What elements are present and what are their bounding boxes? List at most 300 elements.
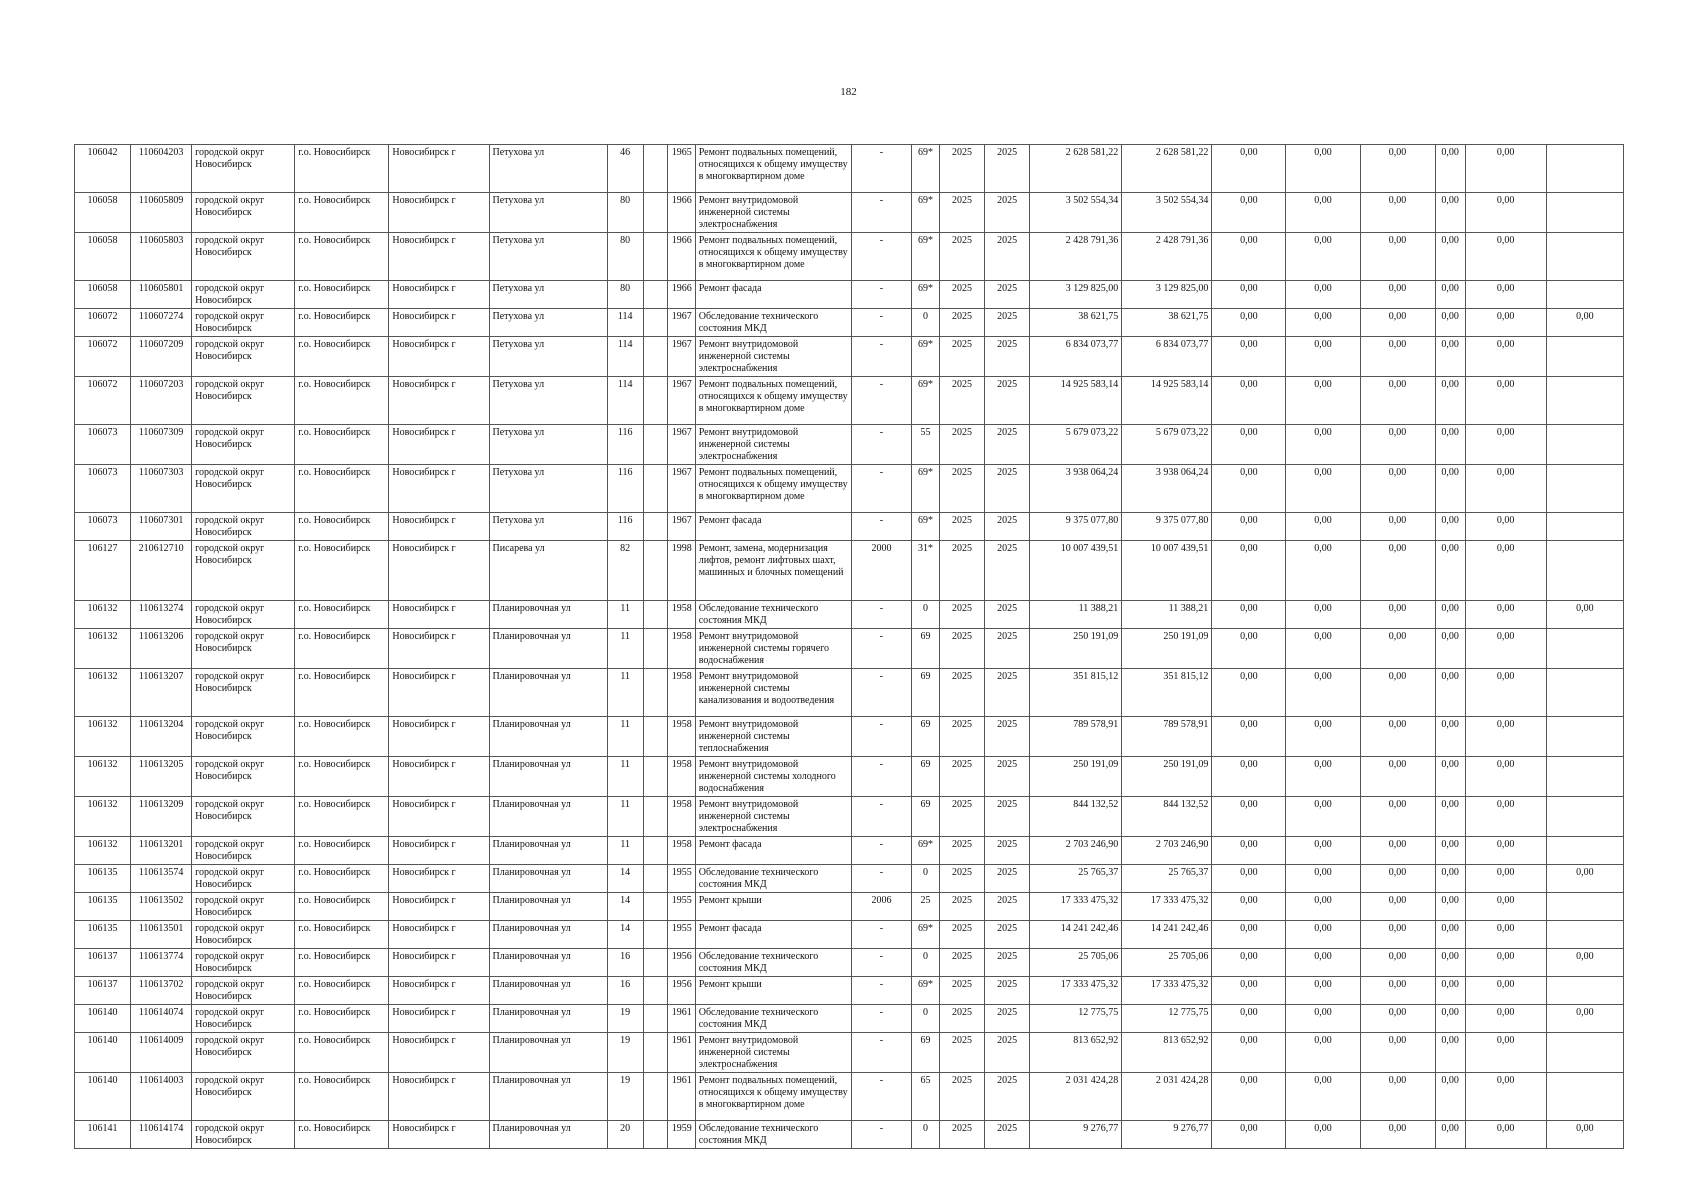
table-row: [75, 541, 1624, 601]
building-cell: [643, 797, 667, 837]
urban-district-cell: г.о. Новосибирск: [295, 145, 389, 193]
local-funds-cell: 0,00: [1360, 629, 1435, 669]
wear-percent-cell: 69: [911, 757, 939, 797]
total-cost-cell: 250 191,09: [1030, 757, 1122, 797]
federal-funds-cell: 0,00: [1212, 717, 1286, 757]
federal-funds-cell: 0,00: [1212, 541, 1286, 601]
total-cost-cell: 3 502 554,34: [1030, 193, 1122, 233]
wear-percent-cell: 0: [911, 1005, 939, 1033]
urban-district-cell: г.о. Новосибирск: [295, 513, 389, 541]
last-repair-year-cell: -: [851, 797, 911, 837]
municipality-cell: городской округ Новосибирск: [192, 1121, 295, 1149]
owner-funds-cell: 0,00: [1435, 513, 1465, 541]
total-cost-cell: 6 834 073,77: [1030, 337, 1122, 377]
last-repair-year-cell: -: [851, 865, 911, 893]
other-funds-cell: 0,00: [1465, 337, 1546, 377]
plan-year-end-cell: 2025: [985, 977, 1030, 1005]
survey-funds-cell: 0,00: [1546, 949, 1623, 977]
local-funds-cell: 0,00: [1360, 757, 1435, 797]
table-row: [75, 757, 1624, 797]
fund-cost-cell: 2 031 424,28: [1122, 1073, 1212, 1121]
federal-funds-cell: 0,00: [1212, 629, 1286, 669]
street-cell: Петухова ул: [489, 337, 607, 377]
owner-funds-cell: 0,00: [1435, 893, 1465, 921]
total-cost-cell: 25 765,37: [1030, 865, 1122, 893]
house-number-cell: 116: [607, 513, 643, 541]
building-cell: [643, 337, 667, 377]
wear-percent-cell: 0: [911, 949, 939, 977]
municipality-cell: городской округ Новосибирск: [192, 977, 295, 1005]
settlement-cell: Новосибирск г: [389, 377, 489, 425]
house-id-cell: 106132: [75, 797, 131, 837]
settlement-cell: Новосибирск г: [389, 757, 489, 797]
last-repair-year-cell: -: [851, 949, 911, 977]
local-funds-cell: 0,00: [1360, 1073, 1435, 1121]
survey-funds-cell: [1546, 233, 1623, 281]
survey-funds-cell: [1546, 513, 1623, 541]
regional-funds-cell: 0,00: [1286, 921, 1360, 949]
regional-funds-cell: 0,00: [1286, 193, 1360, 233]
building-cell: [643, 233, 667, 281]
house-number-cell: 14: [607, 921, 643, 949]
municipality-cell: городской округ Новосибирск: [192, 377, 295, 425]
last-repair-year-cell: -: [851, 465, 911, 513]
house-id-cell: 106140: [75, 1073, 131, 1121]
urban-district-cell: г.о. Новосибирск: [295, 1005, 389, 1033]
house-id-cell: 106137: [75, 949, 131, 977]
federal-funds-cell: 0,00: [1212, 757, 1286, 797]
federal-funds-cell: 0,00: [1212, 281, 1286, 309]
fund-cost-cell: 3 502 554,34: [1122, 193, 1212, 233]
other-funds-cell: 0,00: [1465, 541, 1546, 601]
local-funds-cell: 0,00: [1360, 337, 1435, 377]
house-id-cell: 106132: [75, 837, 131, 865]
municipality-cell: городской округ Новосибирск: [192, 717, 295, 757]
fund-cost-cell: 17 333 475,32: [1122, 977, 1212, 1005]
settlement-cell: Новосибирск г: [389, 921, 489, 949]
plan-year-end-cell: 2025: [985, 541, 1030, 601]
local-funds-cell: 0,00: [1360, 717, 1435, 757]
house-id-cell: 106141: [75, 1121, 131, 1149]
house-id-cell: 106140: [75, 1005, 131, 1033]
table-row: [75, 281, 1624, 309]
other-funds-cell: 0,00: [1465, 893, 1546, 921]
last-repair-year-cell: -: [851, 233, 911, 281]
wear-percent-cell: 0: [911, 1121, 939, 1149]
year-built-cell: 1956: [667, 977, 695, 1005]
year-built-cell: 1967: [667, 337, 695, 377]
plan-year-end-cell: 2025: [985, 865, 1030, 893]
wear-percent-cell: 69*: [911, 837, 939, 865]
fund-cost-cell: 844 132,52: [1122, 797, 1212, 837]
wear-percent-cell: 69*: [911, 465, 939, 513]
last-repair-year-cell: -: [851, 513, 911, 541]
municipality-cell: городской округ Новосибирск: [192, 893, 295, 921]
house-id-cell: 106132: [75, 757, 131, 797]
owner-funds-cell: 0,00: [1435, 865, 1465, 893]
regional-funds-cell: 0,00: [1286, 1033, 1360, 1073]
house-number-cell: 20: [607, 1121, 643, 1149]
local-funds-cell: 0,00: [1360, 977, 1435, 1005]
total-cost-cell: 38 621,75: [1030, 309, 1122, 337]
municipality-cell: городской округ Новосибирск: [192, 193, 295, 233]
local-funds-cell: 0,00: [1360, 377, 1435, 425]
plan-year-end-cell: 2025: [985, 1121, 1030, 1149]
regional-funds-cell: 0,00: [1286, 513, 1360, 541]
settlement-cell: Новосибирск г: [389, 949, 489, 977]
settlement-cell: Новосибирск г: [389, 425, 489, 465]
building-cell: [643, 193, 667, 233]
house-id-cell: 106137: [75, 977, 131, 1005]
other-funds-cell: 0,00: [1465, 233, 1546, 281]
plan-year-start-cell: 2025: [940, 1121, 985, 1149]
wear-percent-cell: 69: [911, 629, 939, 669]
survey-funds-cell: [1546, 1073, 1623, 1121]
plan-year-end-cell: 2025: [985, 465, 1030, 513]
regional-funds-cell: 0,00: [1286, 669, 1360, 717]
last-repair-year-cell: -: [851, 1033, 911, 1073]
federal-funds-cell: 0,00: [1212, 977, 1286, 1005]
building-cell: [643, 513, 667, 541]
survey-funds-cell: 0,00: [1546, 601, 1623, 629]
wear-percent-cell: 69*: [911, 233, 939, 281]
federal-funds-cell: 0,00: [1212, 1073, 1286, 1121]
work-type-cell: Ремонт внутридомовой инженерной системы канализования и водоотведения: [695, 669, 851, 717]
fund-cost-cell: 2 628 581,22: [1122, 145, 1212, 193]
municipality-cell: городской округ Новосибирск: [192, 541, 295, 601]
building-cell: [643, 309, 667, 337]
fund-cost-cell: 9 276,77: [1122, 1121, 1212, 1149]
other-funds-cell: 0,00: [1465, 465, 1546, 513]
street-cell: Планировочная ул: [489, 1005, 607, 1033]
owner-funds-cell: 0,00: [1435, 1033, 1465, 1073]
plan-year-end-cell: 2025: [985, 377, 1030, 425]
owner-funds-cell: 0,00: [1435, 1121, 1465, 1149]
other-funds-cell: 0,00: [1465, 921, 1546, 949]
regional-funds-cell: 0,00: [1286, 717, 1360, 757]
urban-district-cell: г.о. Новосибирск: [295, 977, 389, 1005]
plan-year-start-cell: 2025: [940, 1073, 985, 1121]
municipality-cell: городской округ Новосибирск: [192, 865, 295, 893]
work-id-cell: 110605809: [131, 193, 192, 233]
settlement-cell: Новосибирск г: [389, 1121, 489, 1149]
street-cell: Планировочная ул: [489, 629, 607, 669]
table-body: [75, 145, 1624, 1149]
house-number-cell: 11: [607, 837, 643, 865]
settlement-cell: Новосибирск г: [389, 513, 489, 541]
urban-district-cell: г.о. Новосибирск: [295, 837, 389, 865]
owner-funds-cell: 0,00: [1435, 837, 1465, 865]
work-type-cell: Ремонт внутридомовой инженерной системы горячего водоснабжения: [695, 629, 851, 669]
urban-district-cell: г.о. Новосибирск: [295, 1073, 389, 1121]
house-id-cell: 106140: [75, 1033, 131, 1073]
fund-cost-cell: 17 333 475,32: [1122, 893, 1212, 921]
street-cell: Петухова ул: [489, 281, 607, 309]
house-number-cell: 114: [607, 337, 643, 377]
house-number-cell: 11: [607, 717, 643, 757]
last-repair-year-cell: -: [851, 309, 911, 337]
regional-funds-cell: 0,00: [1286, 541, 1360, 601]
year-built-cell: 1967: [667, 309, 695, 337]
fund-cost-cell: 12 775,75: [1122, 1005, 1212, 1033]
fund-cost-cell: 10 007 439,51: [1122, 541, 1212, 601]
work-type-cell: Ремонт фасада: [695, 921, 851, 949]
wear-percent-cell: 69: [911, 797, 939, 837]
last-repair-year-cell: -: [851, 337, 911, 377]
survey-funds-cell: [1546, 281, 1623, 309]
other-funds-cell: 0,00: [1465, 1121, 1546, 1149]
table-row: [75, 145, 1624, 193]
building-cell: [643, 377, 667, 425]
urban-district-cell: г.о. Новосибирск: [295, 425, 389, 465]
settlement-cell: Новосибирск г: [389, 1005, 489, 1033]
work-id-cell: 110613574: [131, 865, 192, 893]
federal-funds-cell: 0,00: [1212, 1005, 1286, 1033]
total-cost-cell: 3 938 064,24: [1030, 465, 1122, 513]
fund-cost-cell: 38 621,75: [1122, 309, 1212, 337]
urban-district-cell: г.о. Новосибирск: [295, 377, 389, 425]
municipality-cell: городской округ Новосибирск: [192, 513, 295, 541]
urban-district-cell: г.о. Новосибирск: [295, 865, 389, 893]
work-type-cell: Ремонт подвальных помещений, относящихся к общему имуществу в многоквартирном доме: [695, 1073, 851, 1121]
settlement-cell: Новосибирск г: [389, 309, 489, 337]
municipality-cell: городской округ Новосибирск: [192, 309, 295, 337]
settlement-cell: Новосибирск г: [389, 977, 489, 1005]
wear-percent-cell: 25: [911, 893, 939, 921]
plan-year-end-cell: 2025: [985, 949, 1030, 977]
other-funds-cell: 0,00: [1465, 797, 1546, 837]
urban-district-cell: г.о. Новосибирск: [295, 281, 389, 309]
work-id-cell: 110605801: [131, 281, 192, 309]
owner-funds-cell: 0,00: [1435, 377, 1465, 425]
plan-year-start-cell: 2025: [940, 893, 985, 921]
plan-year-end-cell: 2025: [985, 1005, 1030, 1033]
table-row: [75, 601, 1624, 629]
street-cell: Петухова ул: [489, 513, 607, 541]
survey-funds-cell: [1546, 837, 1623, 865]
survey-funds-cell: [1546, 797, 1623, 837]
street-cell: Планировочная ул: [489, 921, 607, 949]
survey-funds-cell: [1546, 145, 1623, 193]
owner-funds-cell: 0,00: [1435, 949, 1465, 977]
local-funds-cell: 0,00: [1360, 893, 1435, 921]
street-cell: Петухова ул: [489, 233, 607, 281]
year-built-cell: 1958: [667, 601, 695, 629]
municipality-cell: городской округ Новосибирск: [192, 337, 295, 377]
house-number-cell: 80: [607, 281, 643, 309]
house-number-cell: 11: [607, 629, 643, 669]
total-cost-cell: 25 705,06: [1030, 949, 1122, 977]
house-number-cell: 19: [607, 1005, 643, 1033]
work-id-cell: 110613502: [131, 893, 192, 921]
street-cell: Планировочная ул: [489, 1121, 607, 1149]
survey-funds-cell: [1546, 893, 1623, 921]
federal-funds-cell: 0,00: [1212, 1033, 1286, 1073]
wear-percent-cell: 69*: [911, 281, 939, 309]
building-cell: [643, 949, 667, 977]
plan-year-start-cell: 2025: [940, 1005, 985, 1033]
street-cell: Планировочная ул: [489, 601, 607, 629]
municipality-cell: городской округ Новосибирск: [192, 425, 295, 465]
total-cost-cell: 9 276,77: [1030, 1121, 1122, 1149]
work-id-cell: 210612710: [131, 541, 192, 601]
owner-funds-cell: 0,00: [1435, 233, 1465, 281]
fund-cost-cell: 14 241 242,46: [1122, 921, 1212, 949]
house-number-cell: 80: [607, 233, 643, 281]
year-built-cell: 1958: [667, 629, 695, 669]
year-built-cell: 1998: [667, 541, 695, 601]
repair-program-table: [74, 144, 1624, 1149]
owner-funds-cell: 0,00: [1435, 541, 1465, 601]
total-cost-cell: 813 652,92: [1030, 1033, 1122, 1073]
work-type-cell: Ремонт подвальных помещений, относящихся к общему имуществу в многоквартирном доме: [695, 145, 851, 193]
owner-funds-cell: 0,00: [1435, 145, 1465, 193]
plan-year-end-cell: 2025: [985, 1033, 1030, 1073]
work-type-cell: Обследование технического состояния МКД: [695, 309, 851, 337]
work-id-cell: 110614074: [131, 1005, 192, 1033]
other-funds-cell: 0,00: [1465, 601, 1546, 629]
house-id-cell: 106132: [75, 717, 131, 757]
other-funds-cell: 0,00: [1465, 1033, 1546, 1073]
work-type-cell: Ремонт подвальных помещений, относящихся к общему имуществу в многоквартирном доме: [695, 377, 851, 425]
building-cell: [643, 717, 667, 757]
local-funds-cell: 0,00: [1360, 1005, 1435, 1033]
total-cost-cell: 2 703 246,90: [1030, 837, 1122, 865]
work-id-cell: 110614003: [131, 1073, 192, 1121]
settlement-cell: Новосибирск г: [389, 601, 489, 629]
other-funds-cell: 0,00: [1465, 1005, 1546, 1033]
municipality-cell: городской округ Новосибирск: [192, 921, 295, 949]
work-type-cell: Обследование технического состояния МКД: [695, 1005, 851, 1033]
last-repair-year-cell: -: [851, 145, 911, 193]
fund-cost-cell: 250 191,09: [1122, 757, 1212, 797]
local-funds-cell: 0,00: [1360, 193, 1435, 233]
year-built-cell: 1965: [667, 145, 695, 193]
plan-year-start-cell: 2025: [940, 513, 985, 541]
plan-year-end-cell: 2025: [985, 281, 1030, 309]
owner-funds-cell: 0,00: [1435, 921, 1465, 949]
total-cost-cell: 250 191,09: [1030, 629, 1122, 669]
other-funds-cell: 0,00: [1465, 281, 1546, 309]
regional-funds-cell: 0,00: [1286, 465, 1360, 513]
table-row: [75, 377, 1624, 425]
federal-funds-cell: 0,00: [1212, 837, 1286, 865]
other-funds-cell: 0,00: [1465, 717, 1546, 757]
plan-year-end-cell: 2025: [985, 629, 1030, 669]
federal-funds-cell: 0,00: [1212, 669, 1286, 717]
owner-funds-cell: 0,00: [1435, 977, 1465, 1005]
house-id-cell: 106135: [75, 865, 131, 893]
owner-funds-cell: 0,00: [1435, 1073, 1465, 1121]
last-repair-year-cell: -: [851, 601, 911, 629]
table-row: [75, 1073, 1624, 1121]
work-id-cell: 110605803: [131, 233, 192, 281]
plan-year-end-cell: 2025: [985, 145, 1030, 193]
local-funds-cell: 0,00: [1360, 309, 1435, 337]
wear-percent-cell: 69: [911, 717, 939, 757]
wear-percent-cell: 65: [911, 1073, 939, 1121]
local-funds-cell: 0,00: [1360, 1121, 1435, 1149]
survey-funds-cell: [1546, 717, 1623, 757]
street-cell: Планировочная ул: [489, 865, 607, 893]
other-funds-cell: 0,00: [1465, 837, 1546, 865]
house-number-cell: 16: [607, 977, 643, 1005]
urban-district-cell: г.о. Новосибирск: [295, 921, 389, 949]
settlement-cell: Новосибирск г: [389, 541, 489, 601]
total-cost-cell: 789 578,91: [1030, 717, 1122, 757]
settlement-cell: Новосибирск г: [389, 281, 489, 309]
work-id-cell: 110607209: [131, 337, 192, 377]
house-number-cell: 116: [607, 425, 643, 465]
work-id-cell: 110604203: [131, 145, 192, 193]
regional-funds-cell: 0,00: [1286, 893, 1360, 921]
federal-funds-cell: 0,00: [1212, 1121, 1286, 1149]
work-id-cell: 110613274: [131, 601, 192, 629]
other-funds-cell: 0,00: [1465, 865, 1546, 893]
street-cell: Петухова ул: [489, 193, 607, 233]
house-number-cell: 80: [607, 193, 643, 233]
owner-funds-cell: 0,00: [1435, 193, 1465, 233]
wear-percent-cell: 31*: [911, 541, 939, 601]
house-id-cell: 106135: [75, 921, 131, 949]
other-funds-cell: 0,00: [1465, 949, 1546, 977]
table-row: [75, 865, 1624, 893]
last-repair-year-cell: -: [851, 281, 911, 309]
plan-year-end-cell: 2025: [985, 797, 1030, 837]
total-cost-cell: 17 333 475,32: [1030, 977, 1122, 1005]
fund-cost-cell: 5 679 073,22: [1122, 425, 1212, 465]
local-funds-cell: 0,00: [1360, 425, 1435, 465]
regional-funds-cell: 0,00: [1286, 757, 1360, 797]
fund-cost-cell: 14 925 583,14: [1122, 377, 1212, 425]
regional-funds-cell: 0,00: [1286, 281, 1360, 309]
work-type-cell: Ремонт фасада: [695, 281, 851, 309]
building-cell: [643, 1073, 667, 1121]
other-funds-cell: 0,00: [1465, 513, 1546, 541]
year-built-cell: 1959: [667, 1121, 695, 1149]
house-id-cell: 106132: [75, 629, 131, 669]
year-built-cell: 1958: [667, 757, 695, 797]
other-funds-cell: 0,00: [1465, 629, 1546, 669]
plan-year-start-cell: 2025: [940, 145, 985, 193]
house-id-cell: 106135: [75, 893, 131, 921]
owner-funds-cell: 0,00: [1435, 629, 1465, 669]
owner-funds-cell: 0,00: [1435, 309, 1465, 337]
table-row: [75, 669, 1624, 717]
wear-percent-cell: 69*: [911, 977, 939, 1005]
regional-funds-cell: 0,00: [1286, 425, 1360, 465]
street-cell: Петухова ул: [489, 465, 607, 513]
street-cell: Планировочная ул: [489, 949, 607, 977]
settlement-cell: Новосибирск г: [389, 193, 489, 233]
house-number-cell: 14: [607, 893, 643, 921]
plan-year-end-cell: 2025: [985, 309, 1030, 337]
plan-year-start-cell: 2025: [940, 233, 985, 281]
urban-district-cell: г.о. Новосибирск: [295, 949, 389, 977]
federal-funds-cell: 0,00: [1212, 949, 1286, 977]
federal-funds-cell: 0,00: [1212, 309, 1286, 337]
work-id-cell: 110613204: [131, 717, 192, 757]
municipality-cell: городской округ Новосибирск: [192, 669, 295, 717]
plan-year-start-cell: 2025: [940, 629, 985, 669]
urban-district-cell: г.о. Новосибирск: [295, 541, 389, 601]
total-cost-cell: 12 775,75: [1030, 1005, 1122, 1033]
work-id-cell: 110607301: [131, 513, 192, 541]
fund-cost-cell: 2 428 791,36: [1122, 233, 1212, 281]
urban-district-cell: г.о. Новосибирск: [295, 309, 389, 337]
total-cost-cell: 14 241 242,46: [1030, 921, 1122, 949]
regional-funds-cell: 0,00: [1286, 797, 1360, 837]
